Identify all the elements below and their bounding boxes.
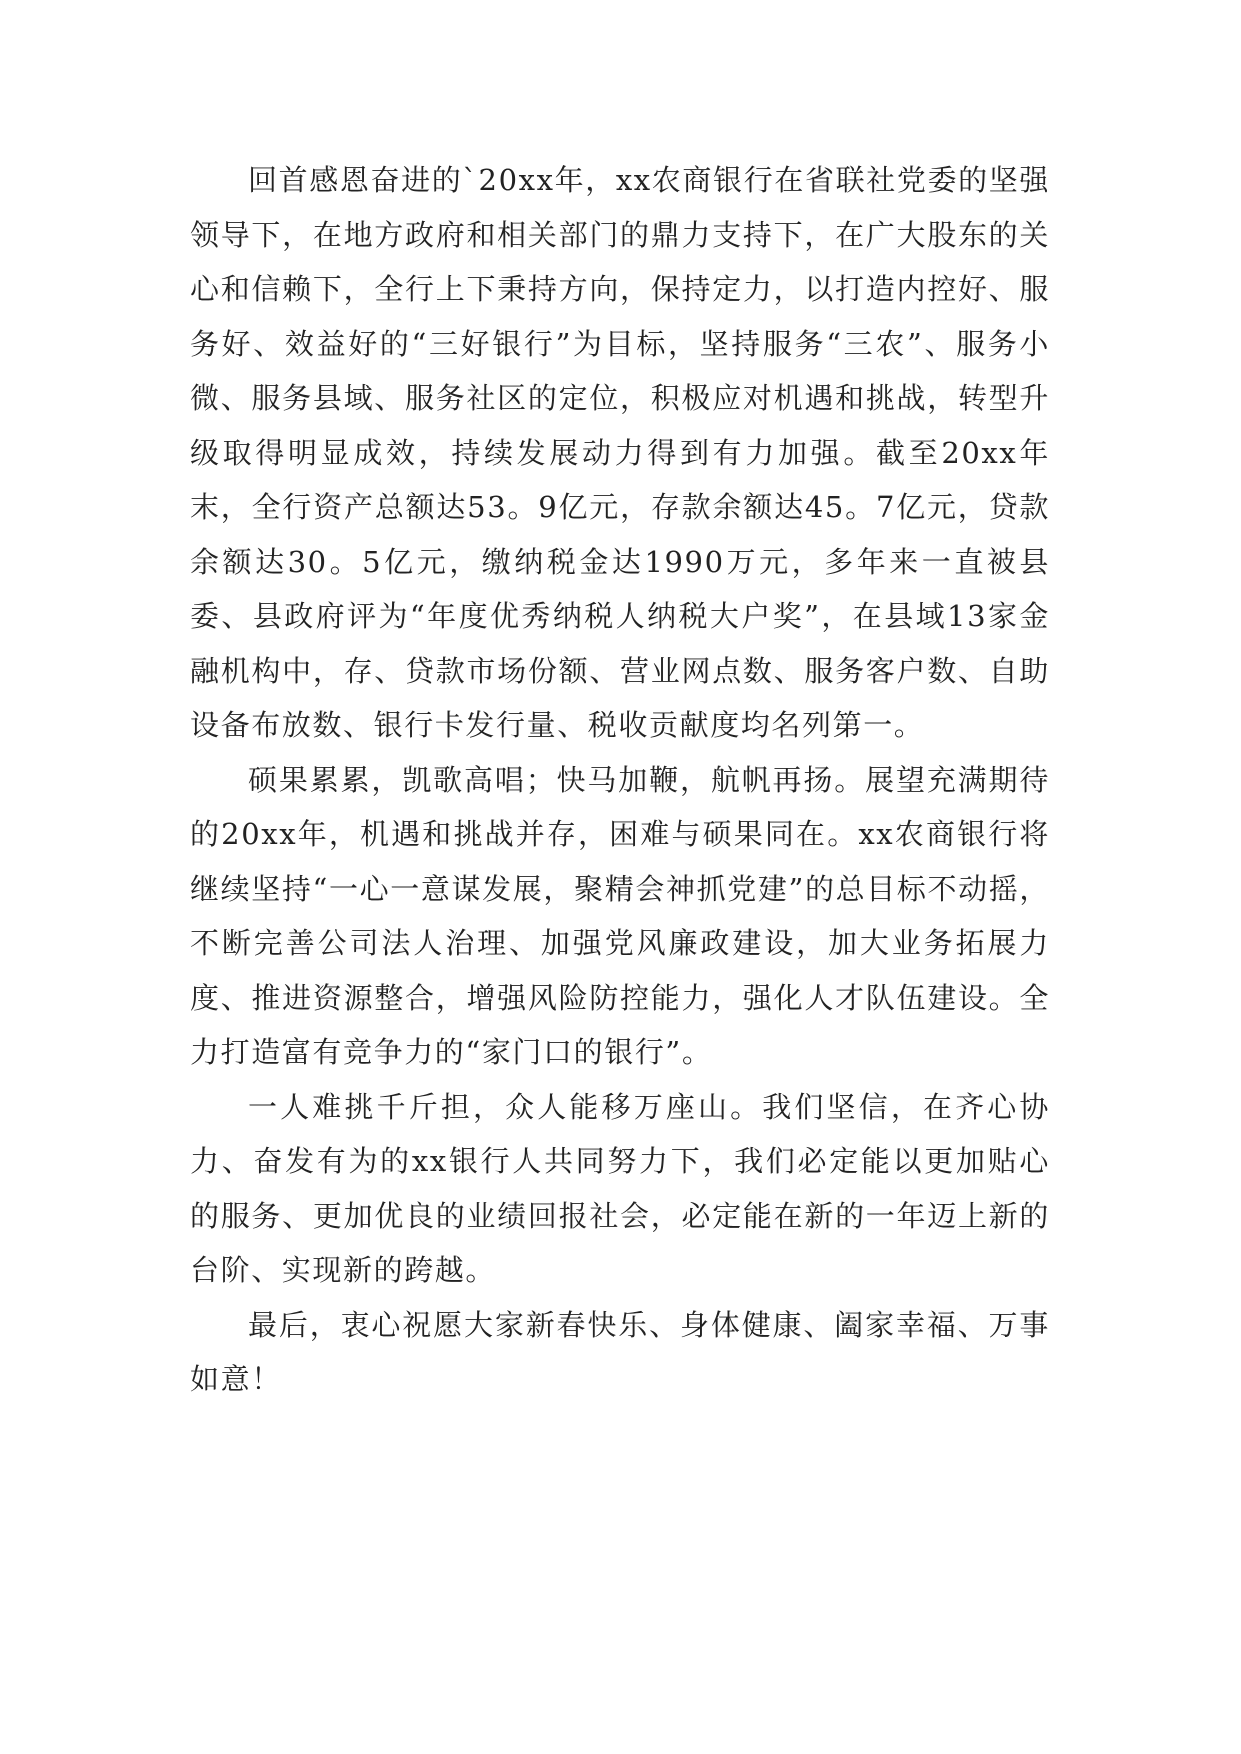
paragraph-annual-review: 回首感恩奋进的`20xx年，xx农商银行在省联社党委的坚强领导下，在地方政府和相关部门的鼎力支持下，在广大股东的关心和信赖下，全行上下秉持方向，保持定力，以打造内控好、服务好、效益好的“三好银行”为目标，坚持服务“三农”、服务小微、服务县域、服务社区的定位，积极应对机遇和挑战，转型升级取得明显成效，持续发展动力得到有力加强。截至20xx年末，全行资产总额达53。9亿元，存款余额达45。7亿元，贷款余额达30。5亿元，缴纳税金达1990万元，多年来一直被县委、县政府评为“年度优秀纳税人纳税大户奖”，在县域13家金融机构中，存、贷款市场份额、营业网点数、服务客户数、自助设备布放数、银行卡发行量、税收贡献度均名列第一。 (190, 163, 1050, 742)
paragraph-commitment: 一人难挑千斤担，众人能移万座山。我们坚信，在齐心协力、奋发有为的xx银行人共同努力下，我们必定能以更加贴心的服务、更加优良的业绩回报社会，必定能在新的一年迈上新的台阶、实现新的跨越。 (190, 1089, 1050, 1287)
document-body (190, 153, 1050, 1407)
paragraph-outlook: 硕果累累，凯歌高唱；快马加鞭，航帆再扬。展望充满期待的20xx年，机遇和挑战并存，困难与硕果同在。xx农商银行将继续坚持“一心一意谋发展，聚精会神抓党建”的总目标不动摇，不断完善公司法人治理、加强党风廉政建设，加大业务拓展力度、推进资源整合，增强风险防控能力，强化人才队伍建设。全力打造富有竞争力的“家门口的银行”。 (190, 762, 1050, 1069)
paragraph-closing-wishes: 最后，衷心祝愿大家新春快乐、身体健康、阖家幸福、万事如意！ (190, 1307, 1050, 1396)
